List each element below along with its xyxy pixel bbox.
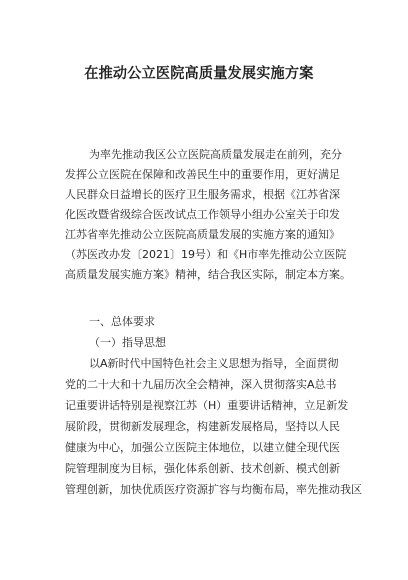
subsection-heading: （一）指导思想: [89, 336, 166, 349]
intro-line-1: 为率先推动我区公立医院高质量发展走在前列，充分: [89, 148, 342, 161]
intro-line-2: 发挥公立医院在保障和改善民生中的重要作用，更好满足: [65, 168, 340, 181]
intro-line-6: （苏医改办发〔2021〕19号）和《H市率先推动公立医院: [65, 248, 347, 261]
body-line-4: 展阶段，贯彻新发展理念，构建新发展格局，坚持以人民: [65, 420, 340, 433]
body-line-3: 记重要讲话特别是视察江苏（H）重要讲话精神，立足新发: [65, 399, 349, 412]
document-title: 在推动公立医院高质量发展实施方案: [84, 66, 314, 82]
body-line-2: 党的二十大和十九届历次全会精神，深入贯彻落实A总书: [65, 378, 337, 391]
intro-line-3: 人民群众日益增长的医疗卫生服务需求，根据《江苏省深: [65, 188, 340, 201]
intro-line-4: 化医改暨省级综合医改试点工作领导小组办公室关于印发: [65, 208, 340, 221]
body-line-1: 以A新时代中国特色社会主义思想为指导，全面贯彻: [89, 357, 339, 370]
intro-line-5: 江苏省率先推动公立医院高质量发展的实施方案的通知》: [65, 228, 340, 241]
body-line-5: 健康为中心，加强公立医院主体地位，以建立健全现代医: [65, 441, 340, 454]
section-heading: 一、总体要求: [89, 315, 155, 328]
intro-line-7: 高质量发展实施方案》精神，结合我区实际，制定本方案。: [65, 268, 351, 281]
body-line-6: 院管理制度为目标，强化体系创新、技术创新、模式创新: [65, 462, 340, 475]
body-line-7: 管理创新，加快优质医疗资源扩容与均衡布局，率先推动我区: [65, 483, 362, 496]
